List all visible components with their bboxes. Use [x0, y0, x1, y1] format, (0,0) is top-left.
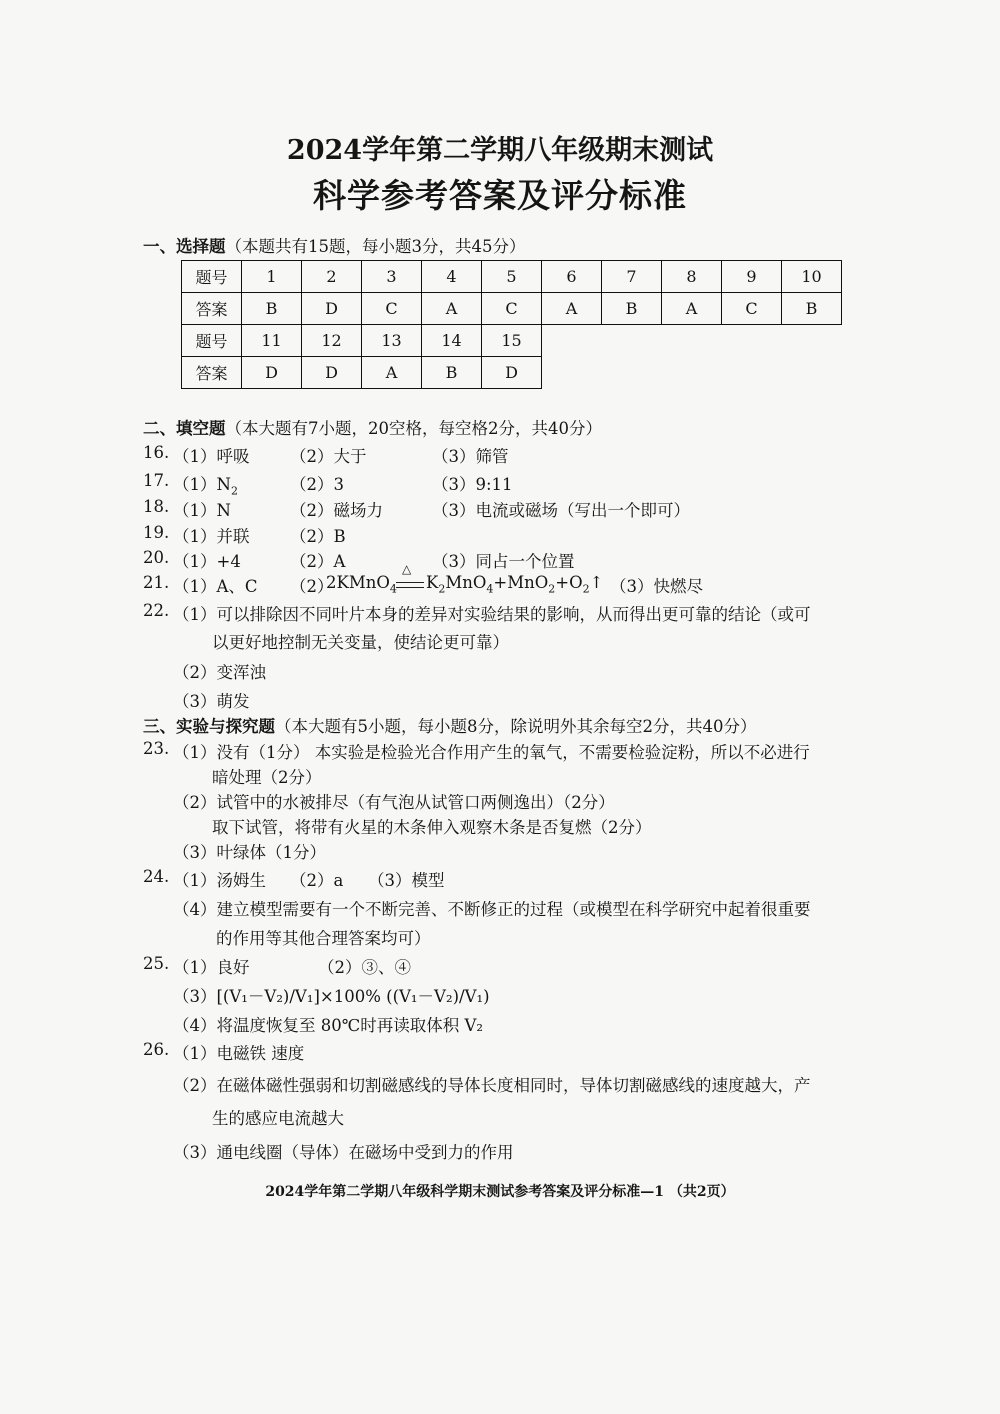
table-cell: B — [782, 293, 842, 325]
answer-table — [181, 260, 842, 389]
table-cell: 2 — [302, 261, 362, 293]
table-cell: D — [302, 357, 362, 389]
table-cell: 11 — [242, 325, 302, 357]
q-label-cell: 题号 — [182, 261, 242, 293]
q25-answer-2: （2）③、④ — [318, 958, 411, 977]
table-cell: D — [482, 357, 542, 389]
q26-answer-1: （1）电磁铁 速度 — [173, 1044, 305, 1063]
table-row — [182, 325, 842, 357]
q18-answer-1: （1）N — [173, 501, 231, 520]
page-subtitle: 科学参考答案及评分标准 — [313, 176, 687, 215]
section-1-note: （本题共有15题，每小题3分，共45分） — [225, 237, 526, 256]
q21-answer-3: （3）快燃尽 — [610, 577, 703, 596]
q20-answer-3: （3）同占一个位置 — [432, 552, 575, 571]
q24-answer-3: （3）模型 — [368, 871, 445, 890]
table-cell: C — [362, 293, 422, 325]
table-cell: A — [422, 293, 482, 325]
table-cell: B — [602, 293, 662, 325]
q23-answer-1-line-2: 暗处理（2分） — [212, 768, 322, 787]
q25-answer-1: （1）良好 — [173, 958, 250, 977]
table-cell: D — [302, 293, 362, 325]
q26-answer-3: （3）通电线圈（导体）在磁场中受到力的作用 — [173, 1143, 514, 1162]
q26-answer-2-line-2: 生的感应电流越大 — [212, 1109, 344, 1128]
q19-number: 19. — [143, 523, 170, 542]
table-cell: 3 — [362, 261, 422, 293]
q18-answer-2: （2）磁场力 — [290, 501, 383, 520]
q21-number: 21. — [143, 573, 170, 592]
table-row — [182, 357, 842, 389]
section-3-title: 三、实验与探究题 — [143, 717, 275, 736]
page-title: 2024学年第二学期八年级期末测试 — [286, 135, 714, 166]
q18-answer-3: （3）电流或磁场（写出一个即可） — [432, 501, 690, 520]
equation-sign — [396, 582, 424, 588]
q22-answer-1-line-1: （1）可以排除因不同叶片本身的差异对实验结果的影响，从而得出更可靠的结论（或可 — [173, 605, 811, 624]
section-3-heading — [143, 713, 757, 737]
q24-number: 24. — [143, 867, 170, 886]
q23-answer-2-line-2: 取下试管，将带有火星的木条伸入观察木条是否复燃（2分） — [212, 818, 652, 837]
table-row — [182, 261, 842, 293]
table-cell: 15 — [482, 325, 542, 357]
q16-answer-3: （3）筛管 — [432, 447, 509, 466]
q22-answer-3: （3）萌发 — [173, 692, 250, 711]
q17-answer-1: $(1)N_2$ — [173, 475, 238, 498]
q20-answer-1: （1）+4 — [173, 552, 241, 571]
q16-number: 16. — [143, 443, 170, 462]
table-cell: A — [662, 293, 722, 325]
table-cell: 13 — [362, 325, 422, 357]
table-cell: 10 — [782, 261, 842, 293]
q17-answer-3: （3）9:11 — [432, 475, 513, 494]
q20-answer-2: （2）A — [290, 552, 346, 571]
q-label-cell: 题号 — [182, 325, 242, 357]
q17-answer-2: （2）3 — [290, 475, 344, 494]
table-cell: D — [242, 357, 302, 389]
q25-number: 25. — [143, 954, 170, 973]
empty-cell — [542, 325, 842, 357]
section-1-heading — [143, 233, 526, 257]
q19-answer-1: （1）并联 — [173, 527, 250, 546]
q26-answer-2-line-1: （2）在磁体磁性强弱和切割磁感线的导体长度相同时，导体切割磁感线的速度越大，产 — [173, 1076, 811, 1095]
q25-answer-4: （4）将温度恢复至 80℃时再读取体积 V₂ — [173, 1016, 483, 1035]
q18-number: 18. — [143, 497, 170, 516]
table-cell: 6 — [542, 261, 602, 293]
q16-answer-1: （1）呼吸 — [173, 447, 250, 466]
table-cell: A — [362, 357, 422, 389]
q23-number: 23. — [143, 739, 170, 758]
q21-equation-products: $K_2MnO_4+MnO_2+O_2↑$ — [426, 573, 604, 596]
q21-answer-1: （1）A、C — [173, 577, 258, 596]
table-cell: 4 — [422, 261, 482, 293]
q24-answer-1: （1）汤姆生 — [173, 871, 266, 890]
q23-answer-3: （3）叶绿体（1分） — [173, 843, 326, 862]
q24-answer-2: （2）a — [290, 871, 344, 890]
q17-number: 17. — [143, 471, 170, 490]
table-cell: 12 — [302, 325, 362, 357]
q16-answer-2: （2）大于 — [290, 447, 367, 466]
section-1-title: 一、选择题 — [143, 237, 226, 256]
table-cell: 7 — [602, 261, 662, 293]
a-label-cell: 答案 — [182, 357, 242, 389]
q22-answer-1-line-2: 以更好地控制无关变量，使结论更可靠） — [212, 633, 509, 652]
table-cell: C — [482, 293, 542, 325]
q21-answer-2-label: （2） — [290, 577, 334, 596]
section-2-note: （本大题有7小题，20空格，每空格2分，共40分） — [225, 419, 602, 438]
q26-number: 26. — [143, 1040, 170, 1059]
heat-triangle-icon: △ — [402, 562, 412, 576]
table-cell: C — [722, 293, 782, 325]
table-cell: 8 — [662, 261, 722, 293]
table-cell: A — [542, 293, 602, 325]
q23-answer-2-line-1: （2）试管中的水被排尽（有气泡从试管口两侧逸出）（2分） — [173, 793, 615, 812]
q22-number: 22. — [143, 601, 170, 620]
q20-number: 20. — [143, 548, 170, 567]
q25-answer-3: （3）[(V₁－V₂)/V₁]×100% ((V₁－V₂)/V₁) — [173, 987, 490, 1006]
q23-answer-1-line-1: （1）没有（1分） 本实验是检验光合作用产生的氧气，不需要检验淀粉，所以不必进行 — [173, 743, 810, 762]
empty-cell — [542, 357, 842, 389]
section-3-note: （本大题有5小题，每小题8分，除说明外其余每空2分，共40分） — [275, 717, 757, 736]
q22-answer-2: （2）变浑浊 — [173, 663, 266, 682]
table-cell: 9 — [722, 261, 782, 293]
q24-answer-4-line-2: 的作用等其他合理答案均可） — [216, 929, 431, 948]
table-cell: 1 — [242, 261, 302, 293]
page-footer: 2024学年第二学期八年级科学期末测试参考答案及评分标准—1 （共2页） — [265, 1184, 735, 1200]
q24-answer-4-line-1: （4）建立模型需要有一个不断完善、不断修正的过程（或模型在科学研究中起着很重要 — [173, 900, 811, 919]
a-label-cell: 答案 — [182, 293, 242, 325]
table-row — [182, 293, 842, 325]
table-cell: 14 — [422, 325, 482, 357]
section-2-heading — [143, 415, 602, 439]
table-cell: B — [422, 357, 482, 389]
q19-answer-2: （2）B — [290, 527, 346, 546]
q21-equation-reactant: 2KMnO$_4$ — [326, 573, 397, 596]
section-2-title: 二、填空题 — [143, 419, 226, 438]
table-cell: 5 — [482, 261, 542, 293]
table-cell: B — [242, 293, 302, 325]
